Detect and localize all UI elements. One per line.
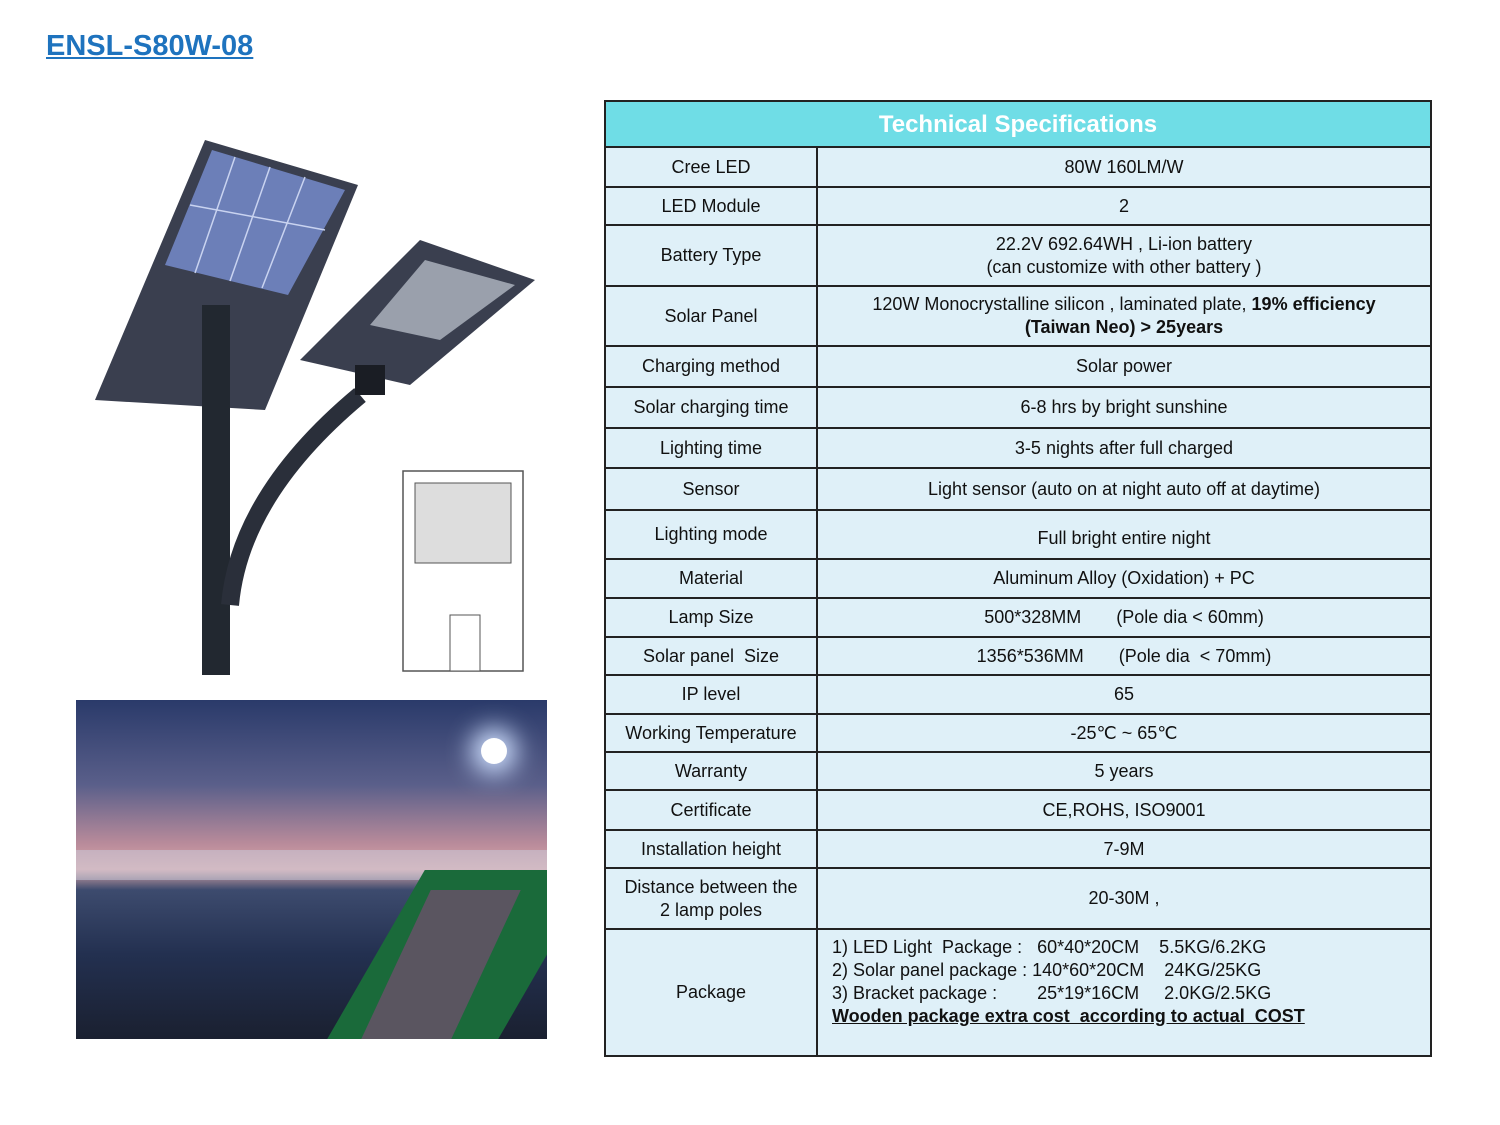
spec-value-bold: 19% efficiency (1251, 294, 1376, 314)
spec-value-line: (Taiwan Neo) > 25years (1024, 317, 1224, 337)
spec-key: IP level (605, 675, 817, 714)
spec-value: 500*328MM (Pole dia < 60mm) (817, 598, 1431, 637)
spec-key: Package (605, 929, 817, 1056)
spec-key: Solar panel Size (605, 637, 817, 675)
spec-value: Solar power (817, 346, 1431, 387)
spec-value: 1356*536MM (Pole dia < 70mm) (817, 637, 1431, 675)
spec-key: Installation height (605, 830, 817, 868)
spec-value: 2 (817, 187, 1431, 225)
package-line: 3) Bracket package : 25*19*16CM 2.0KG/2.5KG (832, 983, 1272, 1003)
spec-key: Cree LED (605, 147, 817, 187)
spec-value: 7-9M (817, 830, 1431, 868)
spec-value-line: 22.2V 692.64WH , Li-ion battery (995, 233, 1253, 254)
night-scene-photo (76, 700, 547, 1039)
spec-value: CE,ROHS, ISO9001 (817, 790, 1431, 830)
spec-key: Charging method (605, 346, 817, 387)
spec-key: Lighting time (605, 428, 817, 468)
spec-value-line: (can customize with other battery ) (986, 256, 1262, 277)
spec-key: Warranty (605, 752, 817, 790)
package-line: 1) LED Light Package : 60*40*20CM 5.5KG/6.2KG (832, 937, 1267, 957)
solar-street-lamp-image (90, 135, 550, 675)
spec-value: 6-8 hrs by bright sunshine (817, 387, 1431, 428)
spec-value: 3-5 nights after full charged (817, 428, 1431, 468)
spec-value: Light sensor (auto on at night auto off at daytime) (817, 468, 1431, 510)
package-note: Wooden package extra cost according to actual COST (832, 1006, 1305, 1026)
package-details (817, 929, 1431, 1056)
spec-value: -25℃ ~ 65℃ (817, 714, 1431, 752)
spec-key (605, 868, 817, 929)
spec-value: 65 (817, 675, 1431, 714)
package-line: 2) Solar panel package : 140*60*20CM 24KG/25KG (832, 960, 1262, 980)
spec-value (817, 286, 1431, 346)
spec-key-line: Distance between the (624, 876, 798, 897)
table-header: Technical Specifications (605, 101, 1431, 147)
spec-value: Full bright entire night (817, 510, 1431, 559)
spec-key: Battery Type (605, 225, 817, 286)
spec-key: Solar charging time (605, 387, 817, 428)
spec-key: Sensor (605, 468, 817, 510)
spec-value: 5 years (817, 752, 1431, 790)
spec-key: Lighting mode (605, 510, 817, 559)
spec-value (817, 225, 1431, 286)
spec-table (604, 100, 1432, 1057)
spec-value: Aluminum Alloy (Oxidation) + PC (817, 559, 1431, 598)
spec-key: Working Temperature (605, 714, 817, 752)
spec-value-line: 120W Monocrystalline silicon , laminated plate, (872, 294, 1252, 314)
spec-value: 80W 160LM/W (817, 147, 1431, 187)
product-title: ENSL-S80W-08 (46, 30, 254, 62)
spec-key: Material (605, 559, 817, 598)
spec-key-line: 2 lamp poles (659, 899, 763, 920)
spec-value: 20-30M , (817, 868, 1431, 929)
spec-key: Lamp Size (605, 598, 817, 637)
spec-key: Solar Panel (605, 286, 817, 346)
spec-key: LED Module (605, 187, 817, 225)
spec-key: Certificate (605, 790, 817, 830)
